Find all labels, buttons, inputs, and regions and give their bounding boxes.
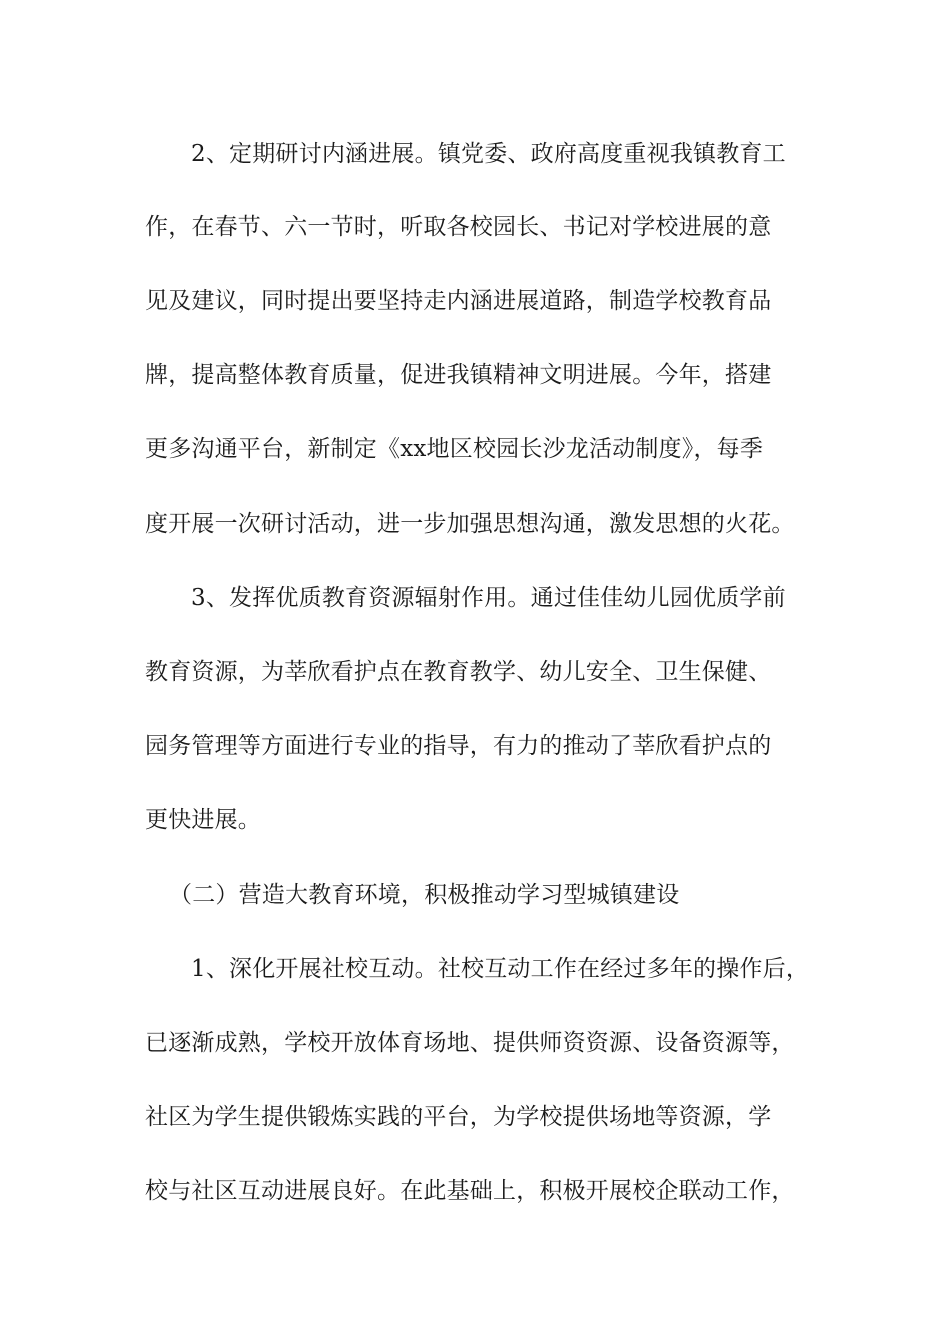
text-line: 牌，提高整体教育质量，促进我镇精神文明进展。今年，搭建 [145, 362, 772, 388]
text-line: 作，在春节、六一节时，听取各校园长、书记对学校进展的意 [145, 214, 772, 240]
text-line: 度开展一次研讨活动，进一步加强思想沟通，激发思想的火花。 [145, 511, 795, 537]
text-line: 1、深化开展社校互动。社校互动工作在经过多年的操作后， [191, 956, 810, 982]
text-line: 2、定期研讨内涵进展。镇党委、政府高度重视我镇教育工 [191, 141, 786, 167]
text-line: 校与社区互动进展良好。在此基础上，积极开展校企联动工作， [145, 1178, 795, 1204]
section-heading: （二）营造大教育环境，积极推动学习型城镇建设 [169, 882, 680, 908]
text-line: 已逐渐成熟，学校开放体育场地、提供师资资源、设备资源等， [145, 1030, 795, 1056]
text-line: 社区为学生提供锻炼实践的平台，为学校提供场地等资源，学 [145, 1104, 772, 1130]
text-line: 见及建议，同时提出要坚持走内涵进展道路，制造学校教育品 [145, 288, 772, 314]
text-line: 教育资源，为莘欣看护点在教育教学、幼儿安全、卫生保健、 [145, 659, 772, 685]
text-line: 更多沟通平台，新制定《xx地区校园长沙龙活动制度》，每季 [145, 436, 764, 462]
text-line: 更快进展。 [145, 807, 261, 833]
text-line: 园务管理等方面进行专业的指导，有力的推动了莘欣看护点的 [145, 733, 772, 759]
text-line: 3、发挥优质教育资源辐射作用。通过佳佳幼儿园优质学前 [191, 585, 786, 611]
